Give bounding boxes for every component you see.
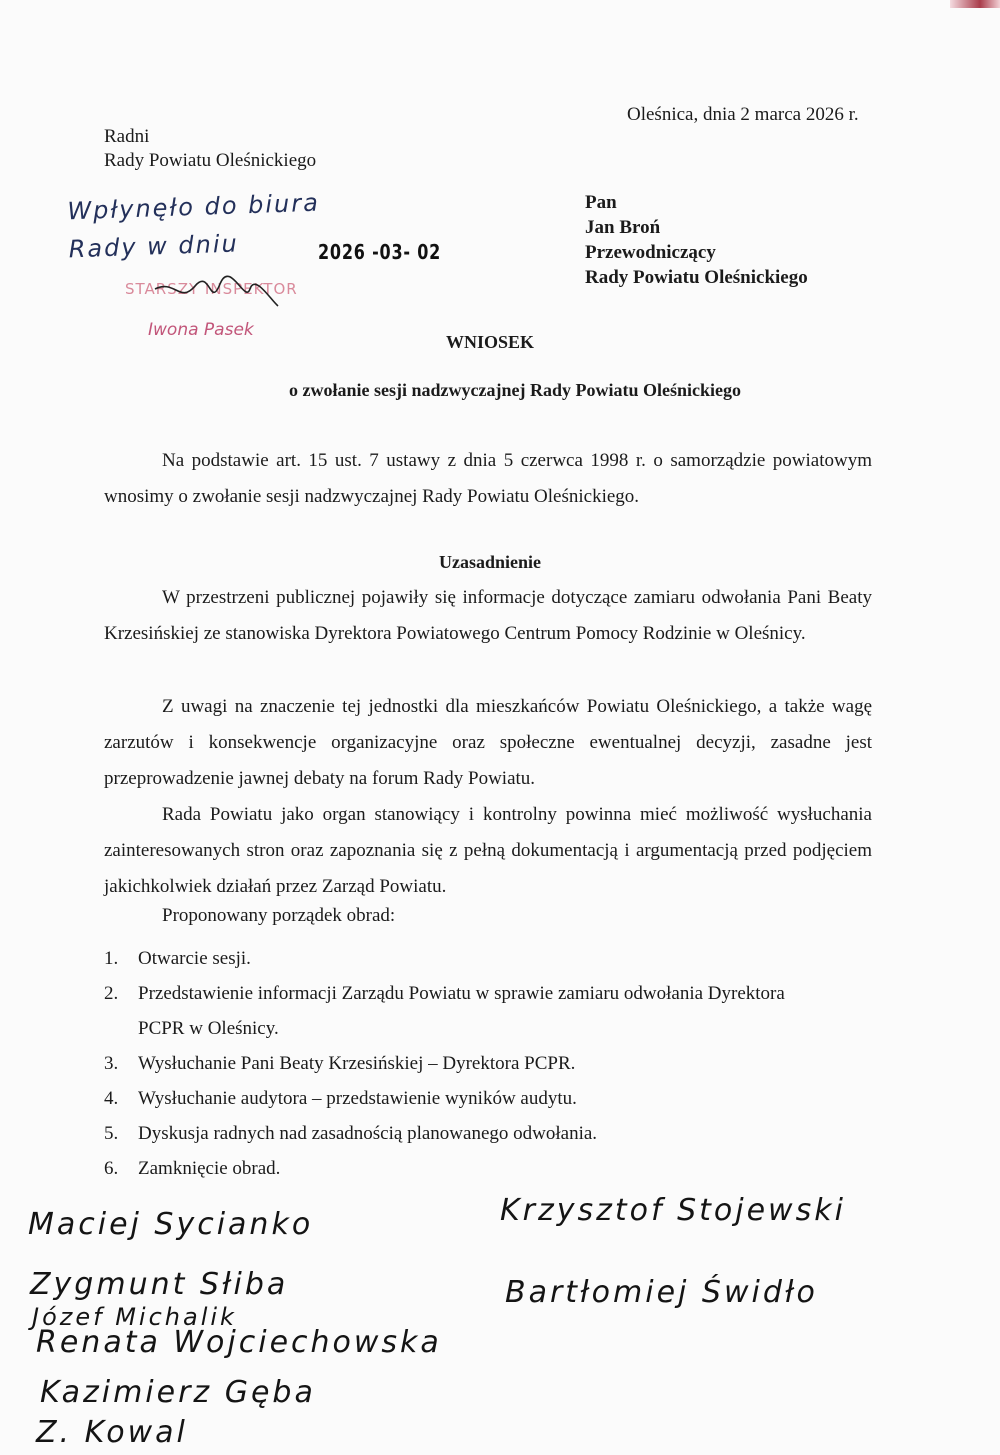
agenda-number: 2. [104, 983, 119, 1004]
signature: Maciej Sycianko [28, 1207, 314, 1242]
signature: Krzysztof Stojewski [500, 1193, 846, 1228]
handwritten-line: Rady w dniu [68, 229, 240, 264]
agenda-text: Przedstawienie informacji Zarządu Powiatu w sprawie zamiaru odwołania Dyrektora PCPR w Oleśnicy. [138, 983, 785, 1039]
agenda-list [104, 941, 788, 1186]
agenda-text: Otwarcie sesji. [138, 948, 251, 969]
agenda-item [104, 941, 788, 976]
agenda-intro: Proponowany porządek obrad: [162, 905, 396, 926]
agenda-number: 3. [104, 1053, 119, 1074]
agenda-number: 1. [104, 948, 119, 969]
agenda-text: Zamknięcie obrad. [138, 1158, 281, 1179]
sender-block [104, 125, 316, 173]
agenda-text: Dyskusja radnych nad zasadnością planowanego odwołania. [138, 1123, 598, 1144]
recipient-line: Jan Broń [585, 217, 661, 238]
agenda-item [104, 1046, 788, 1081]
signatures-area [0, 1185, 1000, 1455]
agenda-item [104, 1081, 788, 1116]
agenda-item [104, 976, 788, 1046]
scan-corner-artifact [950, 0, 1000, 8]
agenda-text: Wysłuchanie audytora – przedstawienie wyników audytu. [138, 1088, 577, 1109]
signature: Zygmunt Słiba [30, 1267, 289, 1302]
recipient-line: Przewodniczący [585, 242, 716, 263]
paragraph-text: Na podstawie art. 15 ust. 7 ustawy z dnia 5 czerwca 1998 r. o samorządzie powiatowym wnosimy o zwołanie sesji nadzwyczajnej Rady Powiatu Oleśnickiego. [104, 450, 872, 507]
handwritten-receipt-note [67, 184, 322, 269]
stamp-title: STARSZY INSPEKTOR [125, 280, 298, 298]
agenda-number: 5. [104, 1123, 119, 1144]
paragraph-text: Z uwagi na znaczenie tej jednostki dla mieszkańców Powiatu Oleśnickiego, a także wagę zarzutów i konsekwencje organizacyjne oraz społeczne ewentualnej decyzji, zasadne jest przeprowadzenie jawnej debaty na forum Rady Powiatu. [104, 696, 872, 789]
place-date: Oleśnica, dnia 2 marca 2026 r. [627, 104, 859, 125]
agenda-number: 6. [104, 1158, 119, 1179]
signature: Z. Kowal [36, 1415, 188, 1450]
agenda-number: 4. [104, 1088, 119, 1109]
handwritten-line: Wpłynęło do biura [66, 188, 321, 226]
stamp-name: Iwona Pasek [148, 320, 254, 340]
receipt-date-stamp: 2026 -03- 02 [318, 240, 442, 264]
document-subtitle: o zwołanie sesji nadzwyczajnej Rady Powiatu Oleśnickiego [289, 380, 741, 400]
paragraph-text: Rada Powiatu jako organ stanowiący i kontrolny powinna mieć możliwość wysłuchania zainteresowanych stron oraz zapoznania się z pełną dokumentacją i argumentacją przed podjęciem jakichkolwiek działań przez Zarząd Powiatu. [104, 804, 872, 897]
recipient-block [585, 190, 808, 290]
signature: Józef Michalik [32, 1303, 237, 1331]
justification-paragraph [104, 689, 872, 797]
sender-line: Rady Powiatu Oleśnickiego [104, 150, 317, 171]
document-title: WNIOSEK [445, 332, 535, 352]
recipient-line: Rady Powiatu Oleśnickiego [585, 267, 808, 288]
agenda-text: Wysłuchanie Pani Beaty Krzesińskiej – Dyrektora PCPR. [138, 1053, 576, 1074]
justification-paragraph [104, 580, 872, 652]
intro-paragraph [104, 443, 872, 515]
stamp-signature-scribble [150, 274, 280, 314]
signature: Renata Wojciechowska [36, 1325, 442, 1360]
sender-line: Radni [104, 126, 150, 147]
signature: Kazimierz Gęba [40, 1375, 316, 1410]
signature: Bartłomiej Świdło [505, 1275, 818, 1310]
agenda-item [104, 1151, 788, 1186]
justification-heading: Uzasadnienie [438, 552, 541, 572]
recipient-line: Pan [585, 192, 617, 213]
justification-paragraph [104, 797, 872, 905]
paragraph-text: W przestrzeni publicznej pojawiły się informacje dotyczące zamiaru odwołania Pani Beaty Krzesińskiej ze stanowiska Dyrektora Powiatowego Centrum Pomocy Rodzinie w Oleśnicy. [104, 587, 872, 644]
agenda-item [104, 1116, 788, 1151]
